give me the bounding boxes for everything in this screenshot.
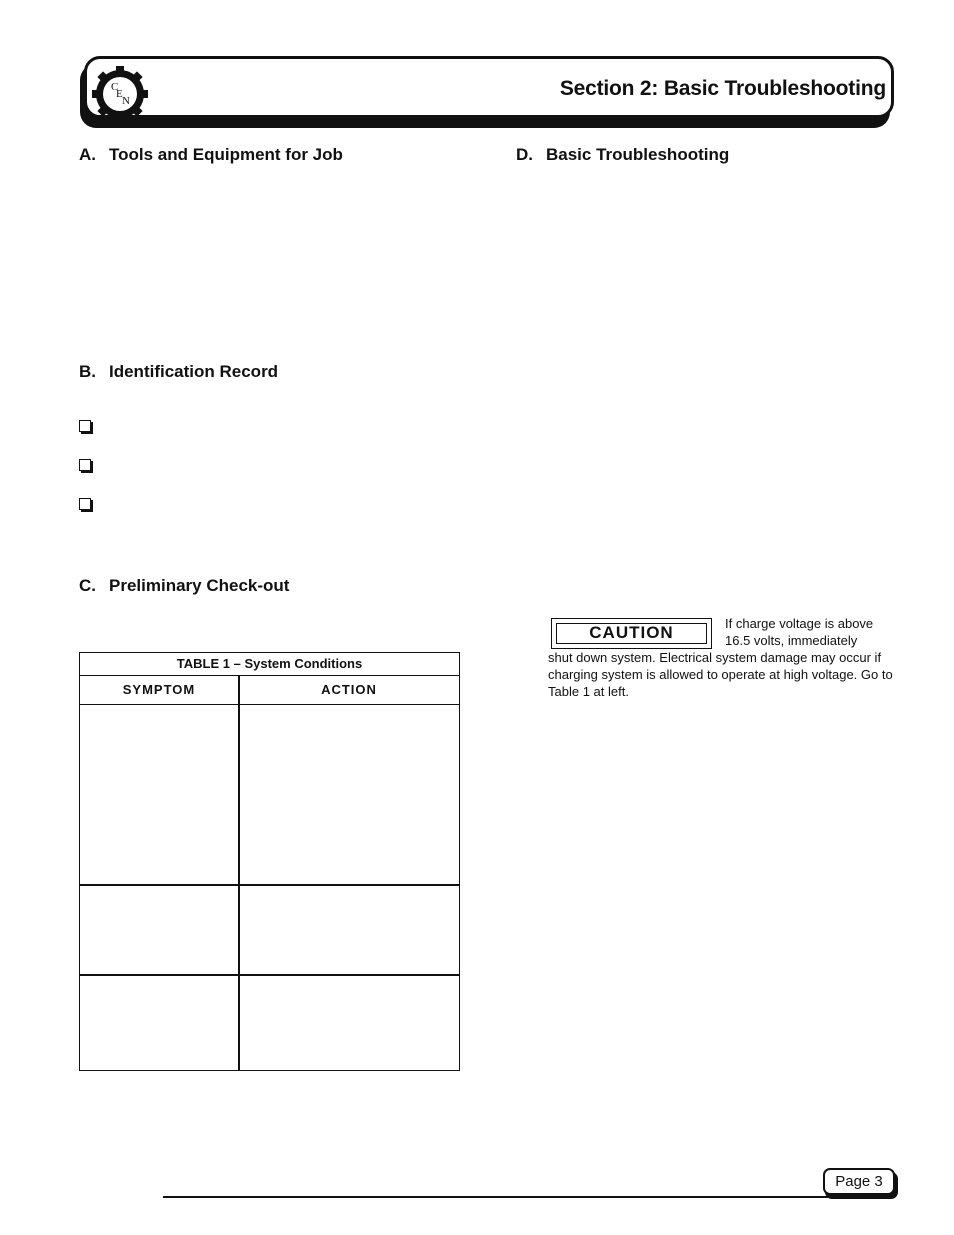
section-a-heading bbox=[79, 145, 343, 165]
section-d-title: Basic Troubleshooting bbox=[546, 145, 730, 164]
section-c-letter: C. bbox=[79, 576, 96, 595]
column-header-symptom: SYMPTOM bbox=[80, 676, 238, 705]
caution-text-line: 16.5 volts, immediately bbox=[725, 633, 858, 648]
table-cell-symptom-3 bbox=[80, 976, 238, 1068]
caution-label: CAUTION bbox=[556, 623, 707, 644]
section-b-title: Identification Record bbox=[109, 362, 279, 381]
section-d-letter: D. bbox=[516, 145, 533, 164]
table-caption: TABLE 1 – System Conditions bbox=[80, 653, 459, 676]
page-title: Section 2: Basic Troubleshooting bbox=[559, 77, 886, 100]
section-b-letter: B. bbox=[79, 362, 96, 381]
footer-rule bbox=[163, 1196, 828, 1198]
checkbox-icon bbox=[79, 459, 91, 471]
section-b-heading bbox=[79, 362, 278, 382]
checkbox-icon bbox=[79, 498, 91, 510]
caution-text-line: charging system is allowed to operate at high voltage. Go to bbox=[548, 667, 893, 682]
section-c-title: Preliminary Check-out bbox=[109, 576, 290, 595]
company-logo bbox=[92, 66, 148, 122]
checkbox-icon bbox=[79, 420, 91, 432]
caution-text-line: Table 1 at left. bbox=[548, 684, 629, 699]
section-c-heading bbox=[79, 576, 289, 596]
caution-text-line: If charge voltage is above bbox=[725, 616, 874, 631]
table-cell-action-3 bbox=[240, 976, 459, 1068]
section-a-letter: A. bbox=[79, 145, 96, 164]
system-conditions-table bbox=[79, 652, 460, 1071]
table-cell-symptom-2 bbox=[80, 886, 238, 974]
table-cell-action-1 bbox=[240, 705, 459, 884]
table-cell-action-2 bbox=[240, 886, 459, 974]
logo-letter-c: C bbox=[111, 81, 119, 93]
logo-letter-e: E bbox=[116, 88, 123, 100]
table-cell-symptom-1 bbox=[80, 705, 238, 884]
section-d-heading bbox=[516, 145, 729, 165]
column-header-action: ACTION bbox=[239, 676, 459, 705]
caution-text-line: shut down system. Electrical system damage may occur if bbox=[548, 650, 882, 665]
logo-letter-n: N bbox=[122, 95, 130, 107]
caution-label-box bbox=[551, 618, 712, 649]
section-a-title: Tools and Equipment for Job bbox=[109, 145, 343, 164]
page-number: Page 3 bbox=[823, 1168, 895, 1195]
